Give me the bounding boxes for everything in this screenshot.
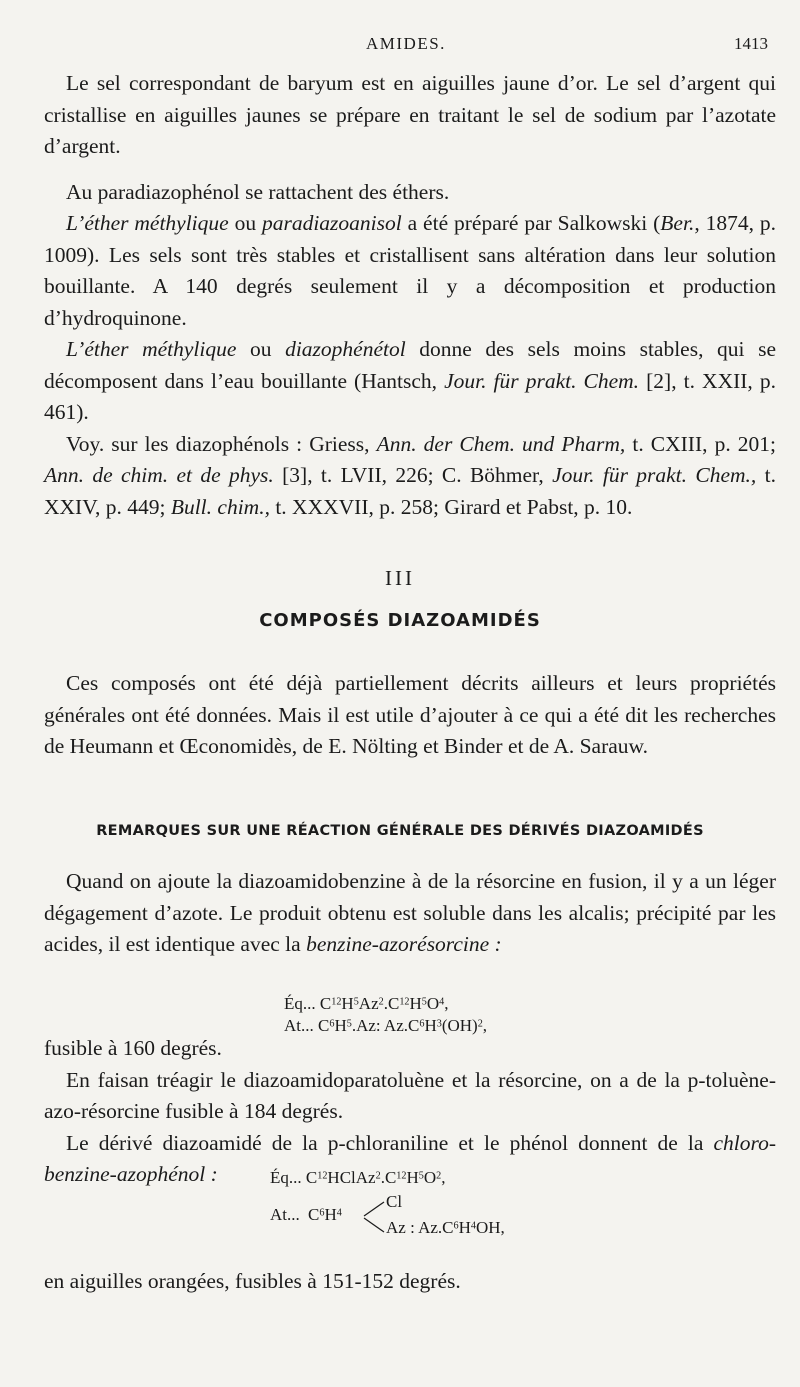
formula-branched-structure bbox=[308, 1192, 505, 1244]
paragraph: Le dérivé diazoamidé de la p-chloraniline et le phénol donnent de la chloro-benzine-azophénol : bbox=[44, 1130, 776, 1186]
formula-atomic-label: At... bbox=[270, 1205, 300, 1224]
formula-equivalent-row: Éq... $C^{12}HClAz^2.C^{12}H^5O^2$, bbox=[270, 1168, 446, 1187]
paragraph: En faisan tréagir le diazoamidoparatoluène et la résorcine, on a de la p-toluène-azo-résorcine fusible à 184 degrés. bbox=[44, 1067, 776, 1123]
paragraph: Au paradiazophénol se rattachent des éthers. bbox=[66, 179, 450, 204]
section-number: III bbox=[385, 566, 415, 590]
page-number: 1413 bbox=[734, 34, 768, 53]
formula-ring-group: $C^6H^4$ bbox=[308, 1205, 342, 1224]
paragraph: fusible à 160 degrés. bbox=[44, 1036, 222, 1060]
formula-atomic-row: At... $C^6H^5.Az$: $Az.C^6H^3(OH)^2$, bbox=[284, 1016, 488, 1035]
text-block-top bbox=[44, 68, 776, 523]
paragraph: en aiguilles orangées, fusibles à 151-152 degrés. bbox=[44, 1269, 461, 1293]
paragraph: L’éther méthylique ou diazophénétol donne des sels moins stables, qui se décomposent dans l’eau bouillante (Hantsch, Jour. für prakt. Chem. [2], t. XXII, p. 461). bbox=[44, 337, 777, 424]
subsection-title: REMARQUES SUR UNE RÉACTION GÉNÉRALE DES DÉRIVÉS DIAZOAMIDÉS bbox=[96, 823, 704, 839]
formula-chlorine: Cl bbox=[386, 1192, 403, 1211]
paragraph: L’éther méthylique ou paradiazoanisol a été préparé par Salkowski (Ber., 1874, p. 1009). Les sels sont très stables et cristallisent sans altération dans leur solution bouillante. A 140 degrés seulement il y a décomposition et production d’hydroquinone. bbox=[44, 211, 776, 330]
paragraph: Quand on ajoute la diazoamidobenzine à de la résorcine en fusion, il y a un léger dégagement d’azote. Le produit obtenu est soluble dans les alcalis; précipité par les acides, il est identique avec la benzine-azorésorcine : bbox=[44, 869, 776, 956]
text-block-remarks bbox=[44, 866, 776, 961]
page-header bbox=[0, 34, 800, 60]
text-block-bottom bbox=[44, 1266, 776, 1298]
paragraph: Le sel correspondant de baryum est en aiguilles jaune d’or. Le sel d’argent qui cristallise en aiguilles jaunes se prépare en traitant le sel de sodium par l’azotate d’argent. bbox=[44, 71, 776, 158]
formula-equivalent-row: Éq... $C^{12}H^5Az^2.C^{12}H^5O^4$, bbox=[284, 994, 449, 1013]
formula-azo-group: Az : $Az.C^6H^4OH$, bbox=[386, 1218, 505, 1237]
section-title: COMPOSÉS DIAZOAMIDÉS bbox=[259, 610, 541, 631]
paragraph: Ces composés ont été déjà partiellement décrits ailleurs et leurs propriétés générales ont été données. Mais il est utile d’ajouter à ce qui a été dit les recherches de Heumann et Œconomidès, de E. Nölting et Binder et de A. Sarauw. bbox=[44, 671, 776, 758]
paragraph: Voy. sur les diazophénols : Griess, Ann. der Chem. und Pharm, t. CXIII, p. 201; Ann. de chim. et de phys. [3], t. LVII, 226; C. Böhmer, Jour. für prakt. Chem., t. XXIV, p. 449; Bull. chim., t. XXXVII, p. 258; Girard et Pabst, p. 10. bbox=[44, 431, 776, 519]
text-block-section bbox=[44, 668, 776, 763]
formula-benzine-azoresorcine bbox=[284, 993, 487, 1037]
running-title: AMIDES. bbox=[366, 34, 446, 53]
formula-chloro-benzine-azophenol bbox=[270, 1167, 445, 1189]
